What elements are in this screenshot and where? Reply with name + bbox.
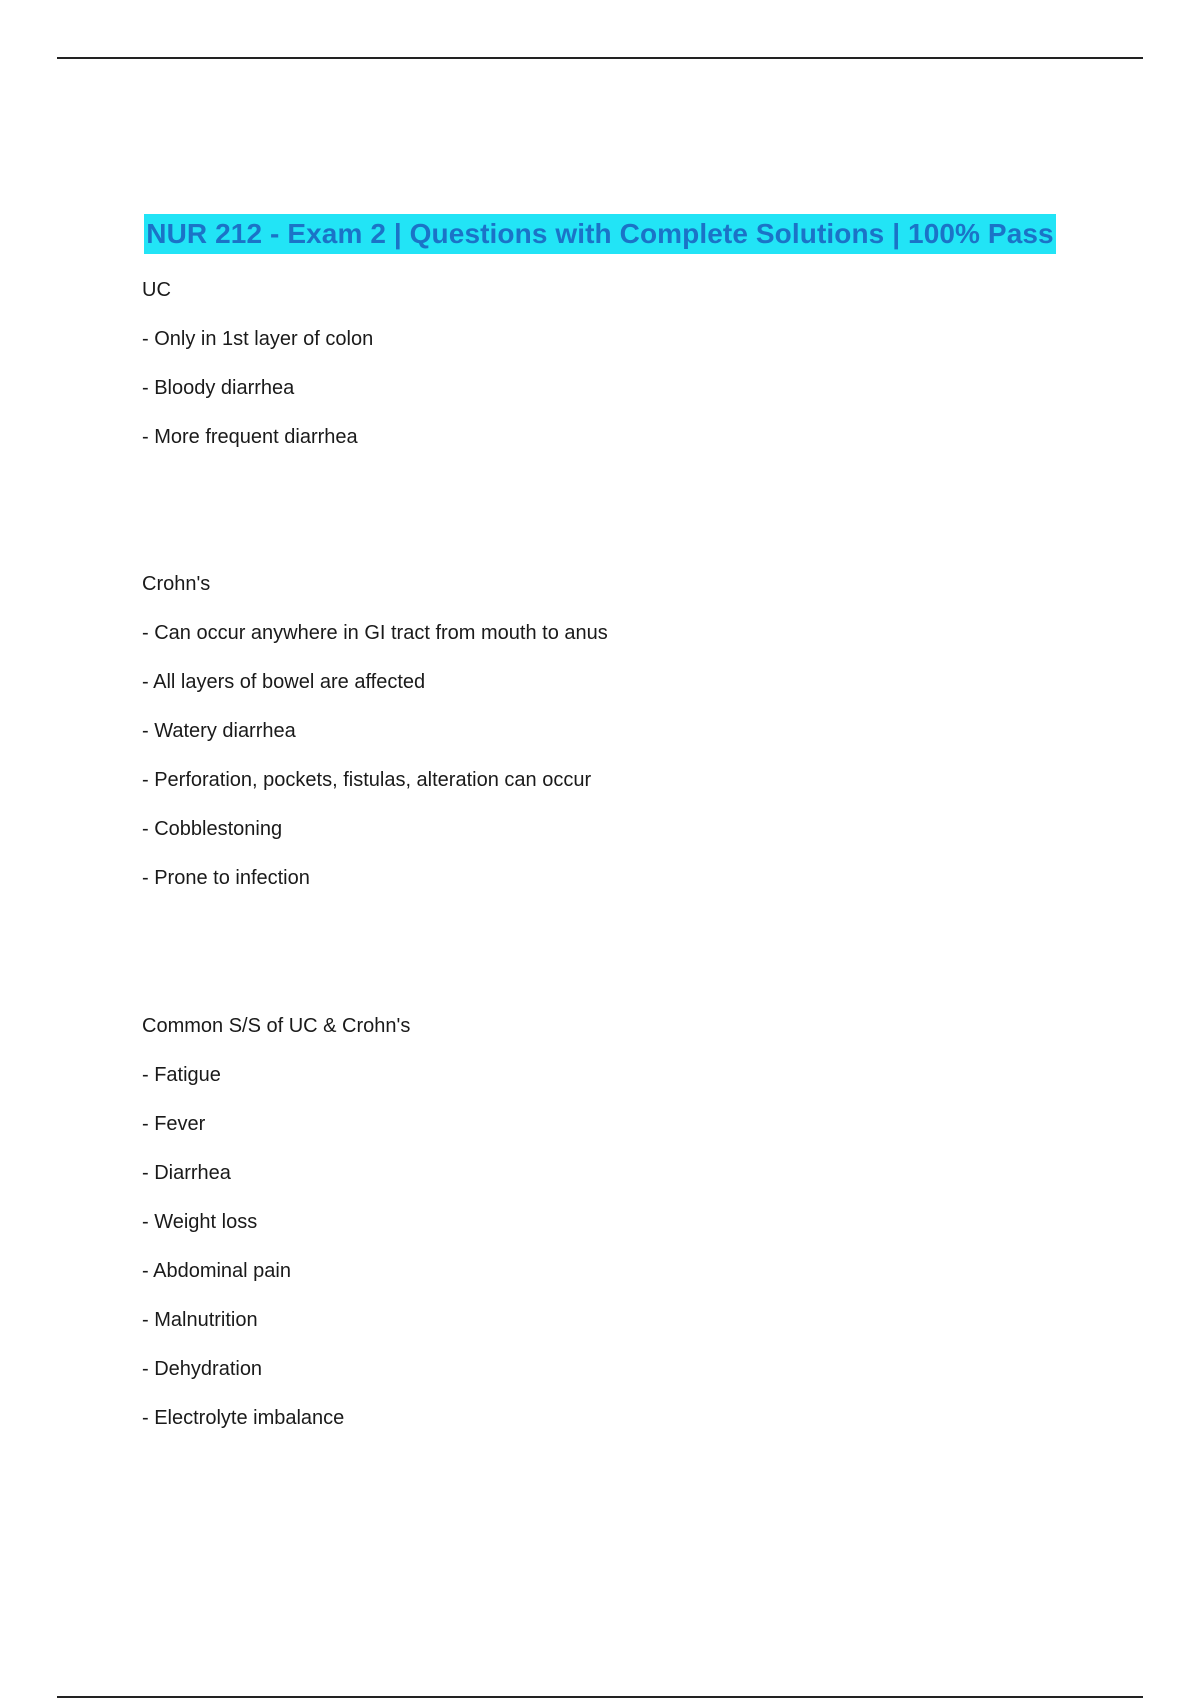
list-item: - Fatigue bbox=[142, 1064, 221, 1086]
list-item: - Weight loss bbox=[142, 1211, 258, 1233]
document-title: NUR 212 - Exam 2 | Questions with Complete Solutions | 100% Pass bbox=[144, 214, 1055, 254]
list-item: - All layers of bowel are affected bbox=[142, 671, 426, 693]
list-item: - More frequent diarrhea bbox=[142, 426, 358, 448]
list-item: - Dehydration bbox=[142, 1358, 263, 1380]
list-item: - Malnutrition bbox=[142, 1309, 258, 1331]
header-rule bbox=[57, 57, 1143, 59]
section-common-symptoms bbox=[142, 1015, 410, 1456]
section-crohns bbox=[142, 573, 608, 916]
list-item: - Bloody diarrhea bbox=[142, 377, 295, 399]
list-item: - Perforation, pockets, fistulas, alteration can occur bbox=[142, 769, 592, 791]
section-heading: Common S/S of UC & Crohn's bbox=[142, 1015, 411, 1037]
list-item: - Abdominal pain bbox=[142, 1260, 291, 1282]
section-heading: UC bbox=[142, 279, 171, 301]
title-container bbox=[0, 214, 1200, 254]
list-item: - Diarrhea bbox=[142, 1162, 231, 1184]
list-item: - Cobblestoning bbox=[142, 818, 283, 840]
list-item: - Can occur anywhere in GI tract from mouth to anus bbox=[142, 622, 608, 644]
footer-rule bbox=[57, 1696, 1143, 1698]
list-item: - Prone to infection bbox=[142, 867, 310, 889]
section-uc bbox=[142, 279, 373, 475]
list-item: - Only in 1st layer of colon bbox=[142, 328, 374, 350]
list-item: - Fever bbox=[142, 1113, 206, 1135]
section-heading: Crohn's bbox=[142, 573, 211, 595]
list-item: - Electrolyte imbalance bbox=[142, 1407, 345, 1429]
list-item: - Watery diarrhea bbox=[142, 720, 296, 742]
